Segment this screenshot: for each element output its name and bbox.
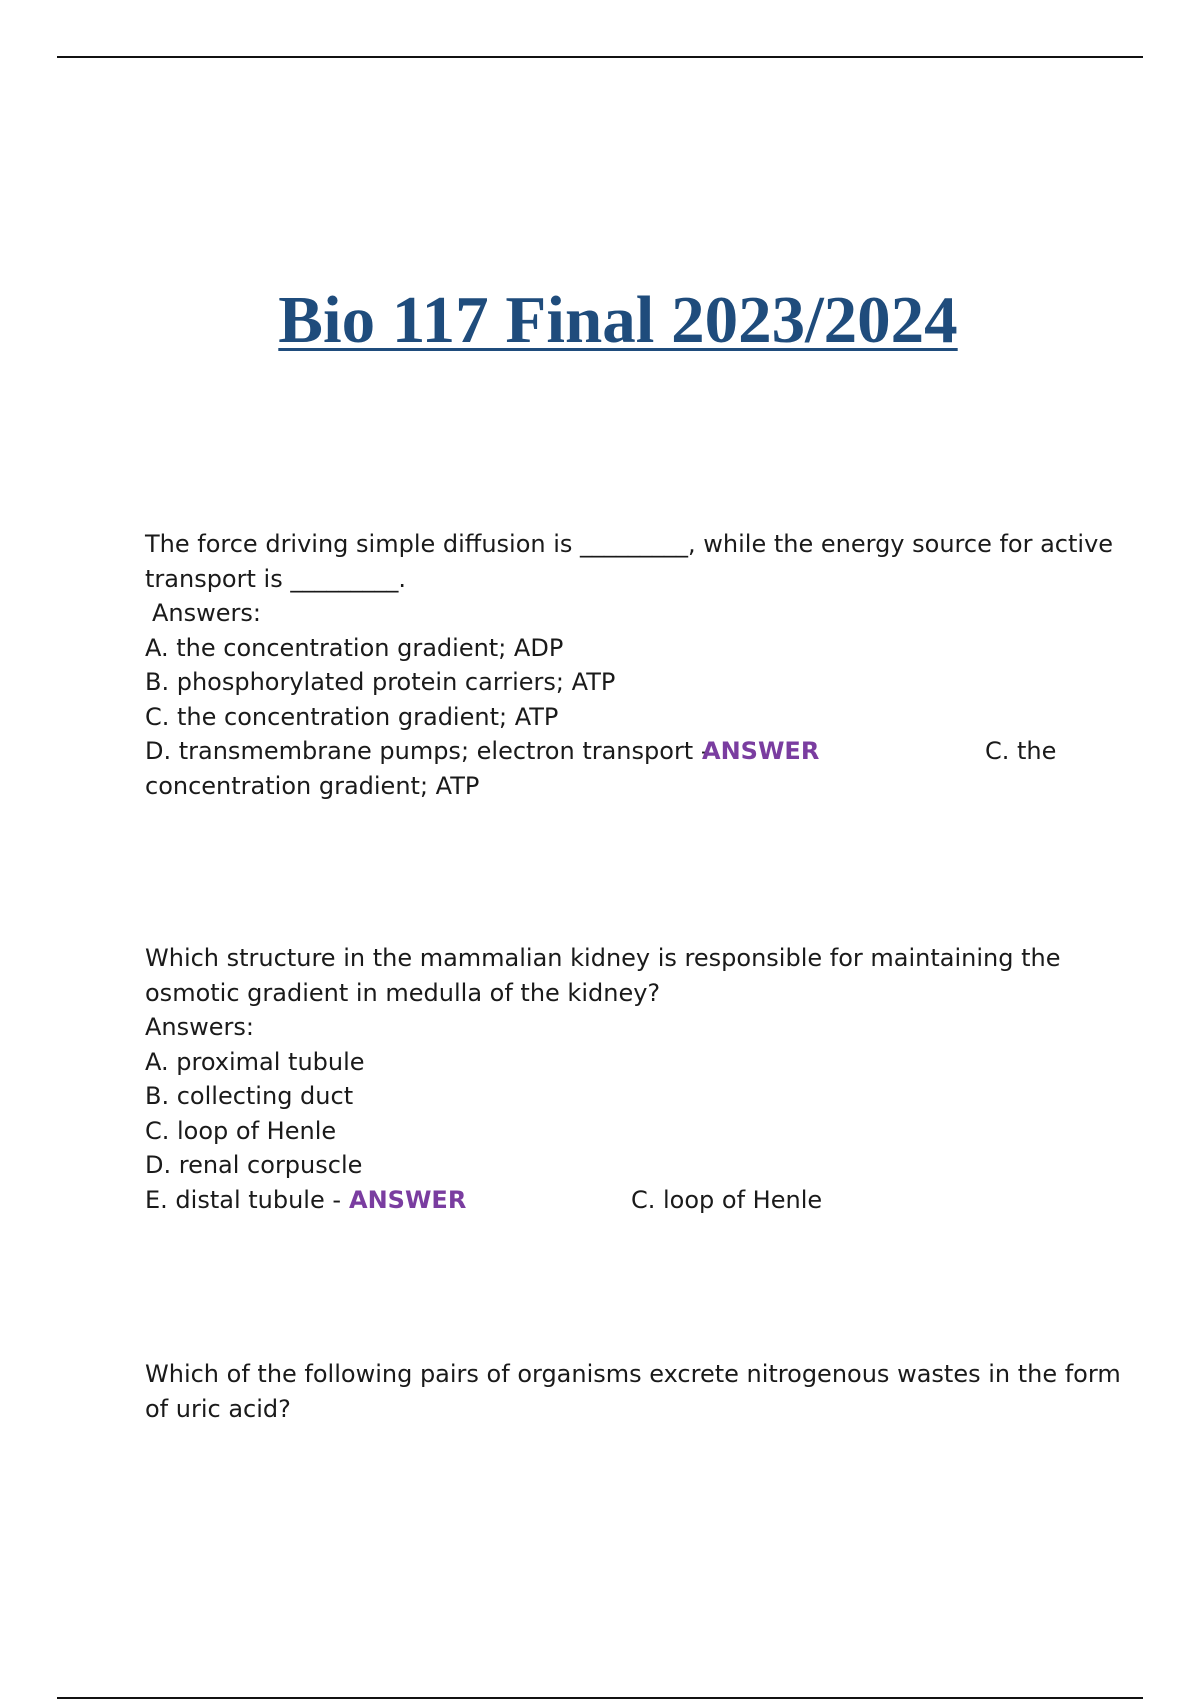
question-1-stem-line-2: transport is _________.	[145, 564, 406, 593]
question-2-stem-line-1: Which structure in the mammalian kidney is responsible for maintaining the	[145, 944, 1061, 972]
question-1-option-b: B. phosphorylated protein carriers; ATP	[145, 668, 616, 696]
question-2-answers-label: Answers:	[145, 1013, 254, 1041]
question-2-option-a: A. proximal tubule	[145, 1047, 365, 1076]
question-1-option-c: C. the concentration gradient; ATP	[145, 702, 559, 731]
question-1-option-d-row	[145, 734, 1085, 769]
top-rule	[57, 56, 1143, 58]
bottom-rule	[57, 1697, 1143, 1699]
question-2-answer-text: C. loop of Henle	[631, 1185, 823, 1214]
question-2	[145, 941, 1085, 1217]
question-1-answer-text-part-2: concentration gradient; ATP	[145, 771, 480, 800]
question-2-option-e: E. distal tubule -	[145, 1185, 342, 1214]
question-2-option-d: D. renal corpuscle	[145, 1151, 363, 1179]
question-2-option-c: C. loop of Henle	[145, 1116, 337, 1145]
question-1-option-d: D. transmembrane pumps; electron transport -	[145, 737, 710, 765]
question-2-option-e-row	[145, 1183, 1085, 1218]
question-1-option-a: A. the concentration gradient; ADP	[145, 633, 564, 662]
question-2-option-b: B. collecting duct	[145, 1082, 354, 1110]
question-1-stem-line-1: The force driving simple diffusion is _________, while the energy source for active	[145, 530, 1114, 558]
document-title: Bio 117 Final 2023/2024	[278, 283, 958, 357]
question-1-answer-text-part-1: C. the	[985, 737, 1057, 765]
question-2-stem-line-2: osmotic gradient in medulla of the kidney?	[145, 978, 661, 1007]
question-1	[145, 527, 1114, 803]
question-3-stem-line-1: Which of the following pairs of organisms excrete nitrogenous wastes in the form	[145, 1360, 1121, 1388]
question-1-answer-tag: ANSWER	[702, 737, 820, 765]
question-3	[145, 1357, 1121, 1426]
question-2-answer-tag: ANSWER	[349, 1185, 467, 1214]
question-1-answers-label: Answers:	[152, 599, 261, 627]
question-3-stem-line-2: of uric acid?	[145, 1394, 291, 1423]
